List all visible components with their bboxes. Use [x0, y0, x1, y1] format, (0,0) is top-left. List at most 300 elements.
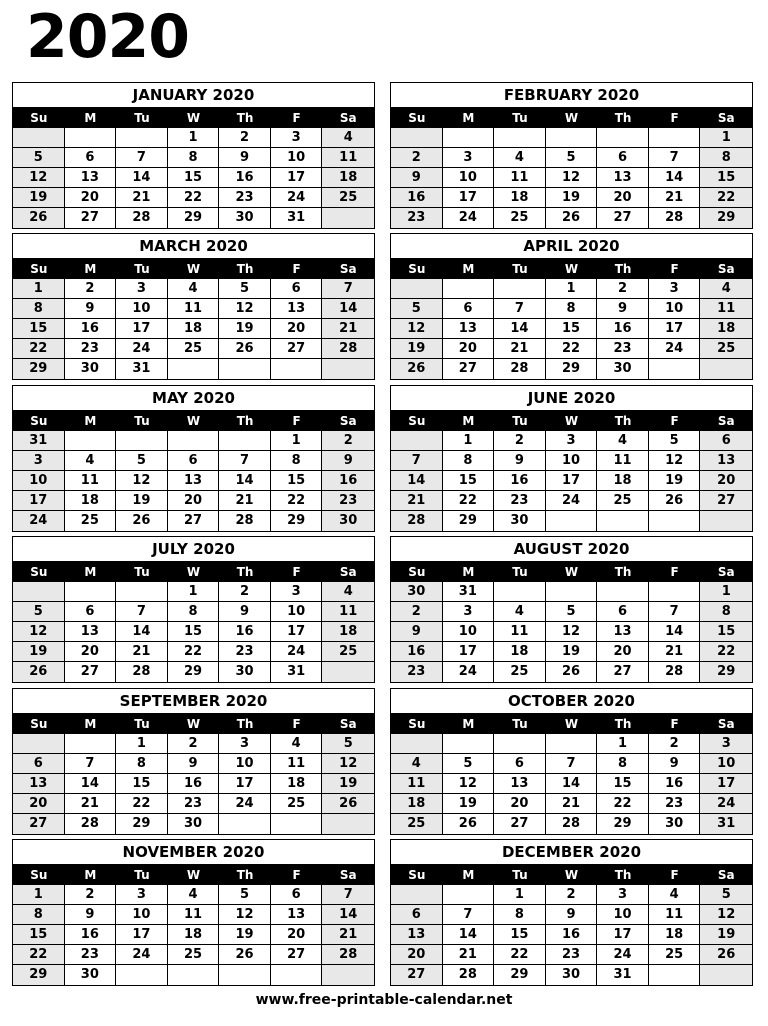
weekday-header: W	[168, 411, 220, 431]
day-cell: 1	[116, 734, 168, 754]
day-cell: 7	[494, 299, 546, 319]
day-cell	[546, 582, 598, 602]
weekday-header: M	[443, 411, 495, 431]
day-cell: 31	[443, 582, 495, 602]
day-cell: 30	[65, 359, 117, 379]
month-title: FEBRUARY 2020	[391, 83, 752, 108]
day-cell: 14	[391, 471, 443, 491]
day-cell	[65, 128, 117, 148]
weekday-header: F	[271, 714, 323, 734]
day-cell: 17	[700, 774, 752, 794]
day-cell: 20	[443, 339, 495, 359]
day-grid	[13, 714, 374, 834]
day-cell: 26	[219, 339, 271, 359]
day-cell: 18	[494, 188, 546, 208]
day-cell	[494, 128, 546, 148]
day-cell: 16	[219, 622, 271, 642]
day-cell: 13	[168, 471, 220, 491]
weekday-header: W	[168, 714, 220, 734]
day-cell: 15	[700, 622, 752, 642]
month-title: AUGUST 2020	[391, 537, 752, 562]
day-cell: 14	[649, 622, 701, 642]
day-cell: 9	[219, 148, 271, 168]
weekday-header: Tu	[494, 865, 546, 885]
weekday-header: Tu	[116, 714, 168, 734]
day-cell: 7	[546, 754, 598, 774]
day-cell	[546, 734, 598, 754]
day-cell: 1	[546, 279, 598, 299]
day-cell: 8	[168, 148, 220, 168]
weekday-header: F	[271, 562, 323, 582]
day-cell: 3	[13, 451, 65, 471]
day-cell: 10	[116, 299, 168, 319]
day-cell: 6	[443, 299, 495, 319]
day-cell: 10	[13, 471, 65, 491]
weekday-header: F	[271, 865, 323, 885]
day-cell: 3	[546, 431, 598, 451]
day-cell: 14	[116, 622, 168, 642]
day-cell: 24	[597, 945, 649, 965]
day-cell: 7	[116, 148, 168, 168]
weekday-header: M	[65, 108, 117, 128]
day-cell: 1	[700, 128, 752, 148]
day-cell: 25	[271, 794, 323, 814]
day-cell: 7	[65, 754, 117, 774]
day-cell: 12	[219, 299, 271, 319]
day-cell: 5	[13, 602, 65, 622]
day-cell: 1	[168, 582, 220, 602]
day-cell: 12	[546, 168, 598, 188]
day-cell: 4	[597, 431, 649, 451]
day-cell: 27	[168, 511, 220, 531]
day-cell: 16	[65, 925, 117, 945]
weekday-header: M	[65, 714, 117, 734]
day-cell: 25	[322, 188, 374, 208]
weekday-header: Su	[13, 108, 65, 128]
day-grid	[391, 865, 752, 985]
day-cell: 31	[597, 965, 649, 985]
day-cell	[116, 128, 168, 148]
weekday-header: Sa	[322, 714, 374, 734]
day-cell: 20	[65, 642, 117, 662]
day-cell: 26	[649, 491, 701, 511]
day-cell: 26	[700, 945, 752, 965]
day-cell: 10	[649, 299, 701, 319]
day-cell: 22	[494, 945, 546, 965]
day-cell: 15	[13, 319, 65, 339]
day-cell: 19	[443, 794, 495, 814]
day-cell: 24	[443, 208, 495, 228]
day-cell: 28	[494, 359, 546, 379]
day-cell: 23	[597, 339, 649, 359]
day-cell: 30	[391, 582, 443, 602]
day-cell: 24	[219, 794, 271, 814]
day-cell	[443, 128, 495, 148]
month-title: JULY 2020	[13, 537, 374, 562]
day-cell: 15	[271, 471, 323, 491]
day-cell: 2	[546, 885, 598, 905]
day-cell: 16	[168, 774, 220, 794]
day-cell: 23	[219, 188, 271, 208]
weekday-header: W	[546, 411, 598, 431]
weekday-header: Su	[391, 865, 443, 885]
day-cell: 9	[546, 905, 598, 925]
day-cell: 31	[700, 814, 752, 834]
day-cell	[168, 431, 220, 451]
day-cell: 18	[65, 491, 117, 511]
day-cell: 22	[546, 339, 598, 359]
day-cell: 22	[700, 188, 752, 208]
day-cell: 12	[649, 451, 701, 471]
day-cell	[649, 511, 701, 531]
weekday-header: F	[649, 411, 701, 431]
day-cell: 25	[649, 945, 701, 965]
day-cell	[443, 279, 495, 299]
weekday-header: W	[546, 259, 598, 279]
day-cell: 15	[546, 319, 598, 339]
day-cell: 3	[649, 279, 701, 299]
day-cell: 30	[65, 965, 117, 985]
day-cell: 29	[443, 511, 495, 531]
day-cell: 10	[443, 622, 495, 642]
day-cell: 30	[494, 511, 546, 531]
day-cell: 4	[494, 602, 546, 622]
day-cell: 7	[443, 905, 495, 925]
weekday-header: Su	[391, 411, 443, 431]
day-cell: 24	[13, 511, 65, 531]
day-cell: 9	[322, 451, 374, 471]
day-cell: 13	[597, 622, 649, 642]
day-cell: 26	[13, 208, 65, 228]
day-cell: 18	[700, 319, 752, 339]
weekday-header: Tu	[494, 714, 546, 734]
day-cell: 21	[443, 945, 495, 965]
day-cell: 10	[443, 168, 495, 188]
day-cell	[649, 582, 701, 602]
day-cell: 12	[546, 622, 598, 642]
day-cell: 23	[322, 491, 374, 511]
day-cell: 1	[597, 734, 649, 754]
day-cell: 18	[597, 471, 649, 491]
day-cell: 27	[271, 339, 323, 359]
day-cell: 19	[219, 925, 271, 945]
day-cell: 16	[649, 774, 701, 794]
day-cell: 23	[168, 794, 220, 814]
day-cell	[322, 814, 374, 834]
day-cell: 2	[65, 279, 117, 299]
day-cell: 19	[391, 339, 443, 359]
day-cell: 24	[271, 642, 323, 662]
day-cell: 22	[168, 642, 220, 662]
day-cell: 1	[13, 279, 65, 299]
day-cell: 28	[391, 511, 443, 531]
day-cell: 21	[116, 188, 168, 208]
day-cell: 19	[322, 774, 374, 794]
day-cell: 2	[168, 734, 220, 754]
day-cell: 2	[391, 602, 443, 622]
day-cell: 8	[116, 754, 168, 774]
day-cell: 11	[168, 905, 220, 925]
day-cell: 15	[116, 774, 168, 794]
day-cell: 30	[219, 208, 271, 228]
day-cell: 16	[391, 188, 443, 208]
weekday-header: F	[271, 108, 323, 128]
weekday-header: F	[649, 108, 701, 128]
weekday-header: W	[168, 108, 220, 128]
day-cell: 13	[271, 905, 323, 925]
day-cell: 15	[13, 925, 65, 945]
weekday-header: Sa	[322, 108, 374, 128]
day-cell	[597, 511, 649, 531]
day-cell: 30	[168, 814, 220, 834]
day-cell: 28	[219, 511, 271, 531]
day-cell	[13, 582, 65, 602]
day-cell: 5	[13, 148, 65, 168]
weekday-header: F	[649, 259, 701, 279]
footer-url: www.free-printable-calendar.net	[255, 992, 513, 1008]
day-cell: 16	[322, 471, 374, 491]
weekday-header: Sa	[322, 259, 374, 279]
day-cell: 3	[219, 734, 271, 754]
day-cell: 12	[322, 754, 374, 774]
day-cell: 27	[13, 814, 65, 834]
day-cell: 22	[597, 794, 649, 814]
month-title: JUNE 2020	[391, 386, 752, 411]
month-title: JANUARY 2020	[13, 83, 374, 108]
day-cell: 27	[597, 662, 649, 682]
weekday-header: Su	[391, 562, 443, 582]
day-cell: 11	[322, 148, 374, 168]
day-cell: 9	[219, 602, 271, 622]
weekday-header: Su	[391, 259, 443, 279]
day-cell: 23	[494, 491, 546, 511]
weekday-header: W	[168, 865, 220, 885]
month-october	[390, 688, 753, 835]
day-cell: 5	[322, 734, 374, 754]
month-title: MAY 2020	[13, 386, 374, 411]
day-cell: 13	[391, 925, 443, 945]
day-cell: 7	[391, 451, 443, 471]
page-title: 2020	[26, 2, 189, 72]
day-cell: 20	[700, 471, 752, 491]
day-cell: 5	[219, 279, 271, 299]
day-cell: 13	[65, 622, 117, 642]
day-cell: 4	[322, 128, 374, 148]
day-cell: 28	[322, 945, 374, 965]
day-cell: 18	[271, 774, 323, 794]
day-cell: 7	[649, 148, 701, 168]
day-cell: 25	[494, 208, 546, 228]
day-cell: 5	[391, 299, 443, 319]
weekday-header: F	[649, 714, 701, 734]
day-cell: 10	[271, 602, 323, 622]
day-cell: 25	[168, 945, 220, 965]
day-cell: 7	[322, 279, 374, 299]
day-grid	[13, 411, 374, 531]
month-february	[390, 82, 753, 229]
day-cell: 2	[494, 431, 546, 451]
weekday-header: W	[546, 108, 598, 128]
month-march	[12, 233, 375, 380]
day-cell: 17	[443, 642, 495, 662]
day-cell: 23	[65, 339, 117, 359]
month-title: OCTOBER 2020	[391, 689, 752, 714]
day-cell: 14	[65, 774, 117, 794]
day-cell: 20	[271, 925, 323, 945]
weekday-header: Th	[219, 411, 271, 431]
day-cell: 19	[116, 491, 168, 511]
weekday-header: Su	[13, 714, 65, 734]
day-cell: 11	[271, 754, 323, 774]
day-cell: 4	[168, 279, 220, 299]
weekday-header: W	[168, 259, 220, 279]
day-cell: 21	[546, 794, 598, 814]
day-cell: 15	[700, 168, 752, 188]
day-cell: 1	[168, 128, 220, 148]
day-cell: 6	[700, 431, 752, 451]
weekday-header: Th	[219, 259, 271, 279]
day-cell: 9	[65, 299, 117, 319]
day-cell: 13	[700, 451, 752, 471]
day-cell: 3	[271, 582, 323, 602]
day-cell: 20	[597, 642, 649, 662]
day-cell: 16	[494, 471, 546, 491]
weekday-header: W	[546, 714, 598, 734]
day-cell: 10	[271, 148, 323, 168]
weekday-header: Tu	[116, 562, 168, 582]
day-cell: 12	[13, 622, 65, 642]
day-cell: 22	[443, 491, 495, 511]
day-cell	[597, 128, 649, 148]
day-cell: 6	[271, 279, 323, 299]
day-cell	[219, 359, 271, 379]
day-cell	[443, 885, 495, 905]
day-cell: 20	[494, 794, 546, 814]
day-cell	[700, 965, 752, 985]
day-cell: 4	[700, 279, 752, 299]
weekday-header: Tu	[116, 259, 168, 279]
weekday-header: M	[65, 259, 117, 279]
month-title: MARCH 2020	[13, 234, 374, 259]
day-cell: 19	[13, 188, 65, 208]
day-cell: 11	[322, 602, 374, 622]
day-cell	[649, 965, 701, 985]
day-cell	[322, 662, 374, 682]
day-cell: 5	[116, 451, 168, 471]
weekday-header: Tu	[494, 411, 546, 431]
day-cell: 4	[65, 451, 117, 471]
weekday-header: Su	[13, 562, 65, 582]
day-cell: 3	[116, 279, 168, 299]
day-cell: 11	[494, 168, 546, 188]
day-grid	[13, 259, 374, 379]
weekday-header: M	[443, 865, 495, 885]
day-cell	[65, 582, 117, 602]
weekday-header: Tu	[116, 865, 168, 885]
weekday-header: Sa	[322, 411, 374, 431]
day-cell: 18	[322, 168, 374, 188]
day-cell: 1	[700, 582, 752, 602]
day-cell: 8	[700, 602, 752, 622]
day-cell: 9	[168, 754, 220, 774]
day-cell	[168, 359, 220, 379]
day-grid	[391, 108, 752, 228]
day-cell: 30	[597, 359, 649, 379]
day-cell: 16	[65, 319, 117, 339]
day-cell: 29	[494, 965, 546, 985]
day-cell: 16	[219, 168, 271, 188]
day-cell: 19	[649, 471, 701, 491]
day-cell: 6	[391, 905, 443, 925]
day-cell: 1	[494, 885, 546, 905]
day-cell: 18	[168, 925, 220, 945]
day-cell: 23	[391, 208, 443, 228]
weekday-header: Su	[13, 411, 65, 431]
day-cell: 23	[219, 642, 271, 662]
day-cell: 11	[494, 622, 546, 642]
weekday-header: Th	[597, 259, 649, 279]
day-cell	[65, 734, 117, 754]
weekday-header: F	[649, 865, 701, 885]
day-cell: 26	[219, 945, 271, 965]
weekday-header: W	[168, 562, 220, 582]
day-cell	[219, 431, 271, 451]
day-cell: 9	[391, 622, 443, 642]
day-cell: 10	[546, 451, 598, 471]
day-cell: 2	[65, 885, 117, 905]
day-cell: 14	[322, 905, 374, 925]
day-cell: 2	[391, 148, 443, 168]
day-cell: 6	[271, 885, 323, 905]
day-cell: 3	[597, 885, 649, 905]
day-cell: 27	[65, 662, 117, 682]
day-cell: 29	[116, 814, 168, 834]
day-cell: 29	[13, 359, 65, 379]
day-cell	[546, 511, 598, 531]
day-cell: 20	[391, 945, 443, 965]
day-cell: 13	[65, 168, 117, 188]
day-cell: 25	[65, 511, 117, 531]
day-cell	[322, 965, 374, 985]
day-cell: 25	[494, 662, 546, 682]
day-cell: 29	[546, 359, 598, 379]
weekday-header: Sa	[322, 562, 374, 582]
day-cell: 18	[494, 642, 546, 662]
day-cell: 3	[443, 148, 495, 168]
day-cell: 17	[13, 491, 65, 511]
weekday-header: Su	[13, 259, 65, 279]
month-december	[390, 839, 753, 986]
weekday-header: M	[65, 865, 117, 885]
day-cell: 9	[597, 299, 649, 319]
weekday-header: Su	[391, 714, 443, 734]
day-cell: 15	[168, 168, 220, 188]
weekday-header: Sa	[700, 714, 752, 734]
month-september	[12, 688, 375, 835]
day-cell: 26	[322, 794, 374, 814]
weekday-header: W	[546, 865, 598, 885]
day-cell: 3	[271, 128, 323, 148]
day-cell: 4	[322, 582, 374, 602]
day-cell: 11	[700, 299, 752, 319]
day-cell: 13	[443, 319, 495, 339]
day-cell: 26	[546, 208, 598, 228]
day-cell: 28	[443, 965, 495, 985]
month-may	[12, 385, 375, 532]
day-cell: 7	[219, 451, 271, 471]
day-cell	[391, 128, 443, 148]
day-cell: 6	[65, 602, 117, 622]
